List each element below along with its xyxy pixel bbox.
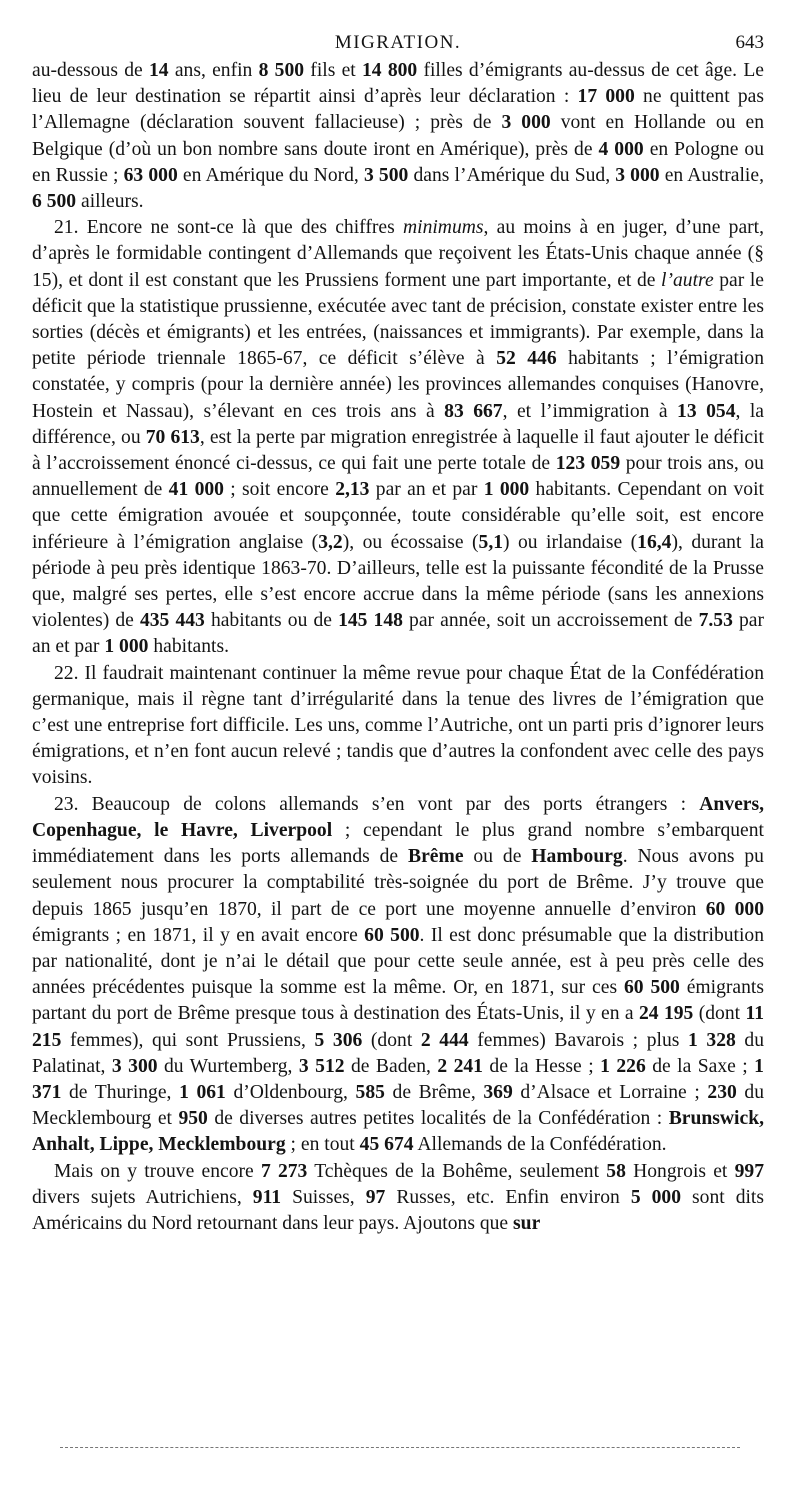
text-run: (dont [693, 1003, 746, 1025]
text-run: fils et [304, 60, 362, 81]
text-run: en Australie, [659, 164, 764, 186]
bold-figure: 60 500 [623, 977, 680, 999]
text-run: de Brême, [384, 1081, 484, 1103]
text-run: en Pologne ou en Russie ; [32, 138, 764, 186]
bold-figure: 1 226 [600, 1055, 646, 1077]
book-page [32, 32, 764, 1237]
bold-figure: 3 000 [501, 112, 551, 134]
bold-figure: 97 [365, 1186, 386, 1208]
bold-figure: 2 444 [420, 1029, 469, 1051]
text-run: 23. Beaucoup de colons allemands s’en vont par des ports étrangers : [54, 793, 700, 815]
bold-figure: Brunswick, Anhalt, Lippe, Mecklembourg [32, 1108, 764, 1156]
text-run: Allemands de la Confédération. [413, 1134, 667, 1156]
text-run: ; en tout [285, 1134, 360, 1156]
text-run: divers sujets Autrichiens, [32, 1186, 253, 1208]
text-run: d’Oldenbourg, [225, 1081, 356, 1103]
text-run: du Palatinat, [32, 1029, 764, 1077]
bold-figure: 2 241 [437, 1055, 483, 1077]
text-run: Hongrois et [625, 1160, 735, 1182]
text-run: émigrants ; en 1871, il y en avait encore [32, 924, 365, 946]
bold-figure: 3 300 [111, 1055, 158, 1077]
text-run: femmes) Bavarois ; plus [468, 1029, 688, 1051]
bold-figure: 83 667 [444, 400, 503, 422]
paragraph-23 [32, 792, 764, 1159]
bold-figure: 45 674 [359, 1134, 414, 1156]
bold-figure: 997 [734, 1160, 764, 1182]
bold-figure: 3 500 [363, 164, 409, 186]
text-run: de diverses autres petites localités de la Confédération : [207, 1108, 669, 1130]
text-run: du Mecklembourg et [32, 1081, 764, 1130]
text-run: , au moins à en juger, d’une part, d’après le formidable contingent d’Allemands que reçoivent les États-Unis chaque année (§ 15), et dont il est constant que les Prussiens forment une part importante, et de [32, 217, 765, 291]
text-run: habitants. Cependant on voit que cette émigration avouée et soupçonnée, toute considérable qu’elle soit, est encore inférieure à l’émigration anglaise ( [32, 479, 764, 553]
bold-figure: Brême [408, 846, 464, 868]
text-run: habitants ou de [204, 610, 339, 632]
text-run: , la différence, ou [32, 400, 765, 448]
text-run: par année, soit un accroissement de [402, 610, 699, 632]
bold-figure: 58 [606, 1160, 626, 1182]
paragraph-24 [32, 1159, 764, 1238]
paragraph-22 [32, 661, 764, 792]
bold-figure: 24 195 [638, 1003, 694, 1025]
text-run: , et l’immigration à [502, 400, 678, 422]
text-run: ; cependant le plus grand nombre s’embarquent immédiatement dans les ports allemands de [32, 819, 764, 868]
text-run: par an et par [369, 479, 484, 501]
bold-figure: 911 [252, 1186, 282, 1208]
text-run: par an et par [32, 610, 765, 658]
text-run: par le déficit que la statistique prussienne, exécutée avec tant de précision, constate exister entre les sorties (décès et émigrants) et les entrées, (naissances et immigrants). Par exemple, dans la petite période triennale 1865-67, ce déficit s’élève à [32, 269, 764, 370]
bold-figure: 1 000 [104, 636, 149, 658]
bold-figure: 3 512 [298, 1055, 345, 1077]
bold-figure: 123 059 [555, 453, 621, 475]
bold-figure: 60 000 [705, 898, 764, 920]
paragraph-continuation [32, 58, 764, 215]
bold-figure: 13 054 [677, 400, 736, 422]
bold-figure: 16,4 [637, 531, 672, 553]
bold-figure: 11 215 [32, 1003, 764, 1051]
text-run: vont en Hollande ou en Belgique (d’où un bon nombre sans doute iront en Amérique), près de [32, 112, 765, 160]
text-run: ) ou irlandaise ( [503, 531, 638, 553]
bold-figure: 7.53 [698, 610, 733, 632]
text-run: en Amérique du Nord, [177, 164, 364, 186]
bold-figure: 1 000 [483, 479, 530, 501]
text-run: Tchèques de la Bohême, seulement [307, 1160, 607, 1182]
bold-figure: 4 000 [598, 138, 644, 160]
bold-figure: Hambourg [531, 846, 623, 868]
bold-figure: sur [513, 1212, 541, 1234]
bold-figure: 1 061 [179, 1081, 226, 1103]
bold-figure: 60 500 [364, 924, 420, 946]
text-run: d’Alsace et Lorraine ; [512, 1081, 708, 1103]
bold-figure: 3,2 [318, 531, 343, 553]
text-run: ), durant la période à peu près identique 1863-70. D’ailleurs, telle est la puissante fécondité de la Prusse que, malgré ses pertes, elle s’est encore accrue dans la même période (sans les annexions violentes) de [32, 531, 764, 632]
bold-figure: 1 328 [688, 1029, 736, 1051]
bold-figure: 950 [178, 1108, 208, 1130]
text-run: femmes), qui sont Prussiens, [61, 1029, 315, 1051]
bold-figure: 5 306 [314, 1029, 363, 1051]
bold-figure: 8 500 [258, 60, 305, 81]
bold-figure: 230 [707, 1081, 737, 1103]
text-run: ne quittent pas l’Allemagne (déclaration souvent fallacieuse) ; près de [32, 86, 764, 134]
text-run: Russes, etc. Enfin environ [385, 1186, 631, 1208]
text-run: . Il est donc présumable que la distribution par nationalité, dont je n’ai le détail que pour cette seule année, est à peu près celle des années précédentes puisque la somme est la même. Or, en 1871, sur ces [32, 924, 765, 999]
text-run: ailleurs. [76, 191, 144, 213]
text-run: filles d’émigrants au-dessus de cet âge. Le lieu de leur destination se répartit ainsi d’après leur déclaration : [32, 60, 764, 108]
bold-figure: 5,1 [478, 531, 504, 553]
text-run: de la Hesse ; [482, 1055, 601, 1077]
bold-figure: 435 443 [139, 610, 205, 632]
body-text [32, 58, 764, 1237]
paragraph-21 [32, 215, 764, 660]
text-run: 22. Il faudrait maintenant continuer la même revue pour chaque État de la Confédération germanique, mais il règne tant d’irrégularité dans la tenue des livres de l’émigration que c’est une entreprise fort difficile. Les uns, comme l’Autriche, ont un parti pris d’ignorer leurs émigrations, et n’en font aucun relevé ; tandis que d’autres la confondent avec celle des pays voisins. [32, 662, 764, 789]
bold-figure: 63 000 [123, 164, 178, 186]
bold-figure: 585 [355, 1081, 385, 1103]
text-run: du Wurtemberg, [157, 1055, 299, 1077]
text-run: . Nous avons pu seulement nous procurer la comptabilité très-soignée du port de Brême. J’y trouve que depuis 1865 jusqu’en 1870, il part de ce port une moyenne annuelle d’environ [32, 846, 764, 920]
text-run: , est la perte par migration enregistrée à laquelle il faut ajouter le déficit à l’accroissement énoncé ci-dessus, ce qui fait une perte totale de [32, 426, 764, 475]
bold-figure: 145 148 [338, 610, 403, 632]
text-run: sont dits Américains du Nord retournant dans leur pays. Ajoutons que [32, 1186, 765, 1234]
bold-figure: 41 000 [168, 479, 224, 501]
text-run: pour trois ans, ou annuellement de [32, 453, 764, 501]
bold-figure: 5 000 [630, 1186, 682, 1208]
page-header [32, 32, 764, 58]
text-run: de Thuringe, [61, 1081, 180, 1103]
text-run: Mais on y trouve encore [54, 1160, 261, 1182]
bold-figure: 6 500 [32, 191, 77, 213]
text-run: ), ou écossaise ( [342, 531, 479, 553]
text-run: (dont [362, 1029, 421, 1051]
bold-figure: 369 [483, 1081, 513, 1103]
text-run: de Baden, [344, 1055, 438, 1077]
text-run: Suisses, [281, 1186, 366, 1208]
bold-figure: 7 273 [260, 1160, 308, 1182]
text-run: émigrants partant du port de Brême presque tous à destination des États-Unis, il y en a [32, 977, 764, 1025]
page-number: 643 [735, 32, 764, 53]
bold-figure: 52 446 [496, 348, 557, 370]
text-run: habitants ; l’émigration constatée, y compris (pour la dernière année) les provinces allemandes conquises (Hanovre, Hostein et Nassau), s’élevant en ces trois ans à [32, 348, 764, 422]
italic-text: minimums [402, 217, 484, 239]
bold-figure: 70 613 [145, 426, 200, 448]
bold-figure: 14 800 [361, 60, 418, 81]
text-run: ; soit encore [223, 479, 336, 501]
bold-figure: 14 [148, 60, 169, 81]
bold-figure: 2,13 [335, 479, 370, 501]
bold-figure: 17 000 [577, 86, 635, 108]
text-run: 21. Encore ne sont-ce là que des chiffres [54, 217, 403, 239]
bold-figure: Anvers, Copenhague, le Havre, Liverpool [32, 793, 764, 841]
text-run: dans l’Amérique du Sud, [408, 164, 616, 186]
text-run: au-dessous de [32, 60, 149, 81]
text-run: de la Saxe ; [645, 1055, 755, 1077]
text-run: ou de [463, 846, 532, 868]
footer-rule [60, 1447, 740, 1448]
bold-figure: 1 371 [32, 1055, 764, 1103]
running-title: MIGRATION. [334, 32, 462, 53]
text-run: ans, enfin [168, 60, 259, 81]
text-run: habitants. [148, 636, 229, 658]
italic-text: l’autre [661, 269, 714, 291]
bold-figure: 3 000 [615, 164, 660, 186]
